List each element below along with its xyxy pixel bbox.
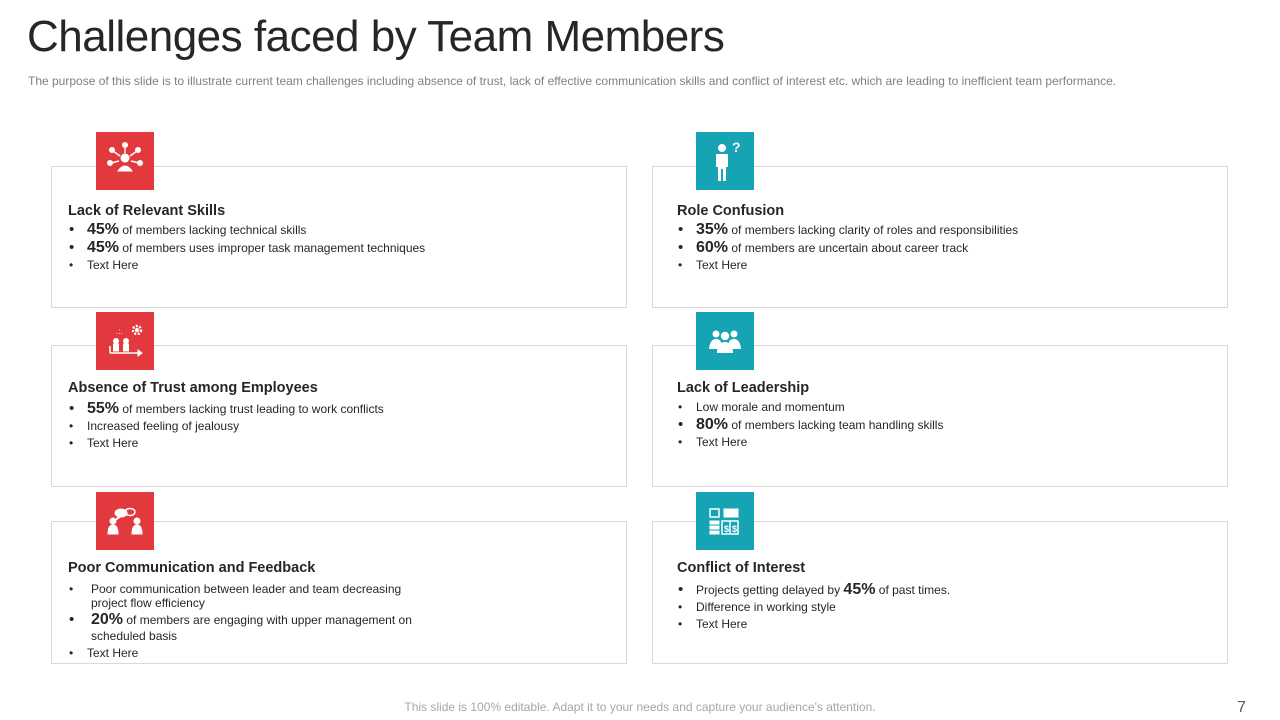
list-item: • Increased feeling of jealousy <box>68 419 384 434</box>
bullet-list <box>677 400 943 452</box>
list-item: • Projects getting delayed by 45% of past times. <box>677 582 950 598</box>
list-item: • Poor communication between leader and team decreasing project flow efficiency <box>68 582 428 610</box>
svg-text:?: ? <box>732 139 741 155</box>
list-item: • 80% of members lacking team handling skills <box>677 417 943 433</box>
list-item: • 60% of members are uncertain about career track <box>677 240 1018 256</box>
conversation-icon <box>96 492 154 550</box>
list-item: • 55% of members lacking trust leading to work conflicts <box>68 401 384 417</box>
bullet-list <box>68 401 384 453</box>
card-title: Absence of Trust among Employees <box>68 380 318 396</box>
card-title: Role Confusion <box>677 203 785 219</box>
list-item: • Text Here <box>68 258 425 273</box>
person-question-icon <box>696 132 754 190</box>
network-person-icon <box>96 132 154 190</box>
list-item: • Low morale and momentum <box>677 400 943 415</box>
card-title: Poor Communication and Feedback <box>68 560 316 576</box>
list-item: • Difference in working style <box>677 600 950 615</box>
page-number: 7 <box>1237 699 1246 716</box>
list-item: • Text Here <box>68 436 384 451</box>
slide-subtitle: The purpose of this slide is to illustrate current team challenges including absence of trust, lack of effective communication skills and conflict of interest etc. which are leading to inefficient team performance. <box>28 74 1117 88</box>
list-item: • 20% of members are engaging with upper management on scheduled basis <box>68 612 428 644</box>
svg-text:.:.: .:. <box>116 327 123 336</box>
money-dollar-icon <box>696 492 754 550</box>
list-item: • Text Here <box>677 617 950 632</box>
list-item: • 35% of members lacking clarity of roles and responsibilities <box>677 222 1018 238</box>
card-title: Lack of Leadership <box>677 380 810 396</box>
bullet-list <box>68 222 425 275</box>
footer-note: This slide is 100% editable. Adapt it to your needs and capture your audience's attention. <box>404 700 876 714</box>
svg-text:$: $ <box>732 524 738 534</box>
team-gear-icon <box>96 312 154 370</box>
card-title: Conflict of Interest <box>677 560 806 576</box>
list-item: • 45% of members uses improper task management techniques <box>68 240 425 256</box>
card-title: Lack of Relevant Skills <box>68 203 226 219</box>
list-item: • Text Here <box>677 435 943 450</box>
slide-title: Challenges faced by Team Members <box>27 12 725 61</box>
bullet-list <box>677 222 1018 275</box>
bullet-list <box>677 582 950 634</box>
list-item: • Text Here <box>68 646 428 661</box>
group-icon <box>696 312 754 370</box>
list-item: • 45% of members lacking technical skills <box>68 222 425 238</box>
svg-text:$: $ <box>724 524 730 534</box>
list-item: • Text Here <box>677 258 1018 273</box>
bullet-list <box>68 582 428 663</box>
